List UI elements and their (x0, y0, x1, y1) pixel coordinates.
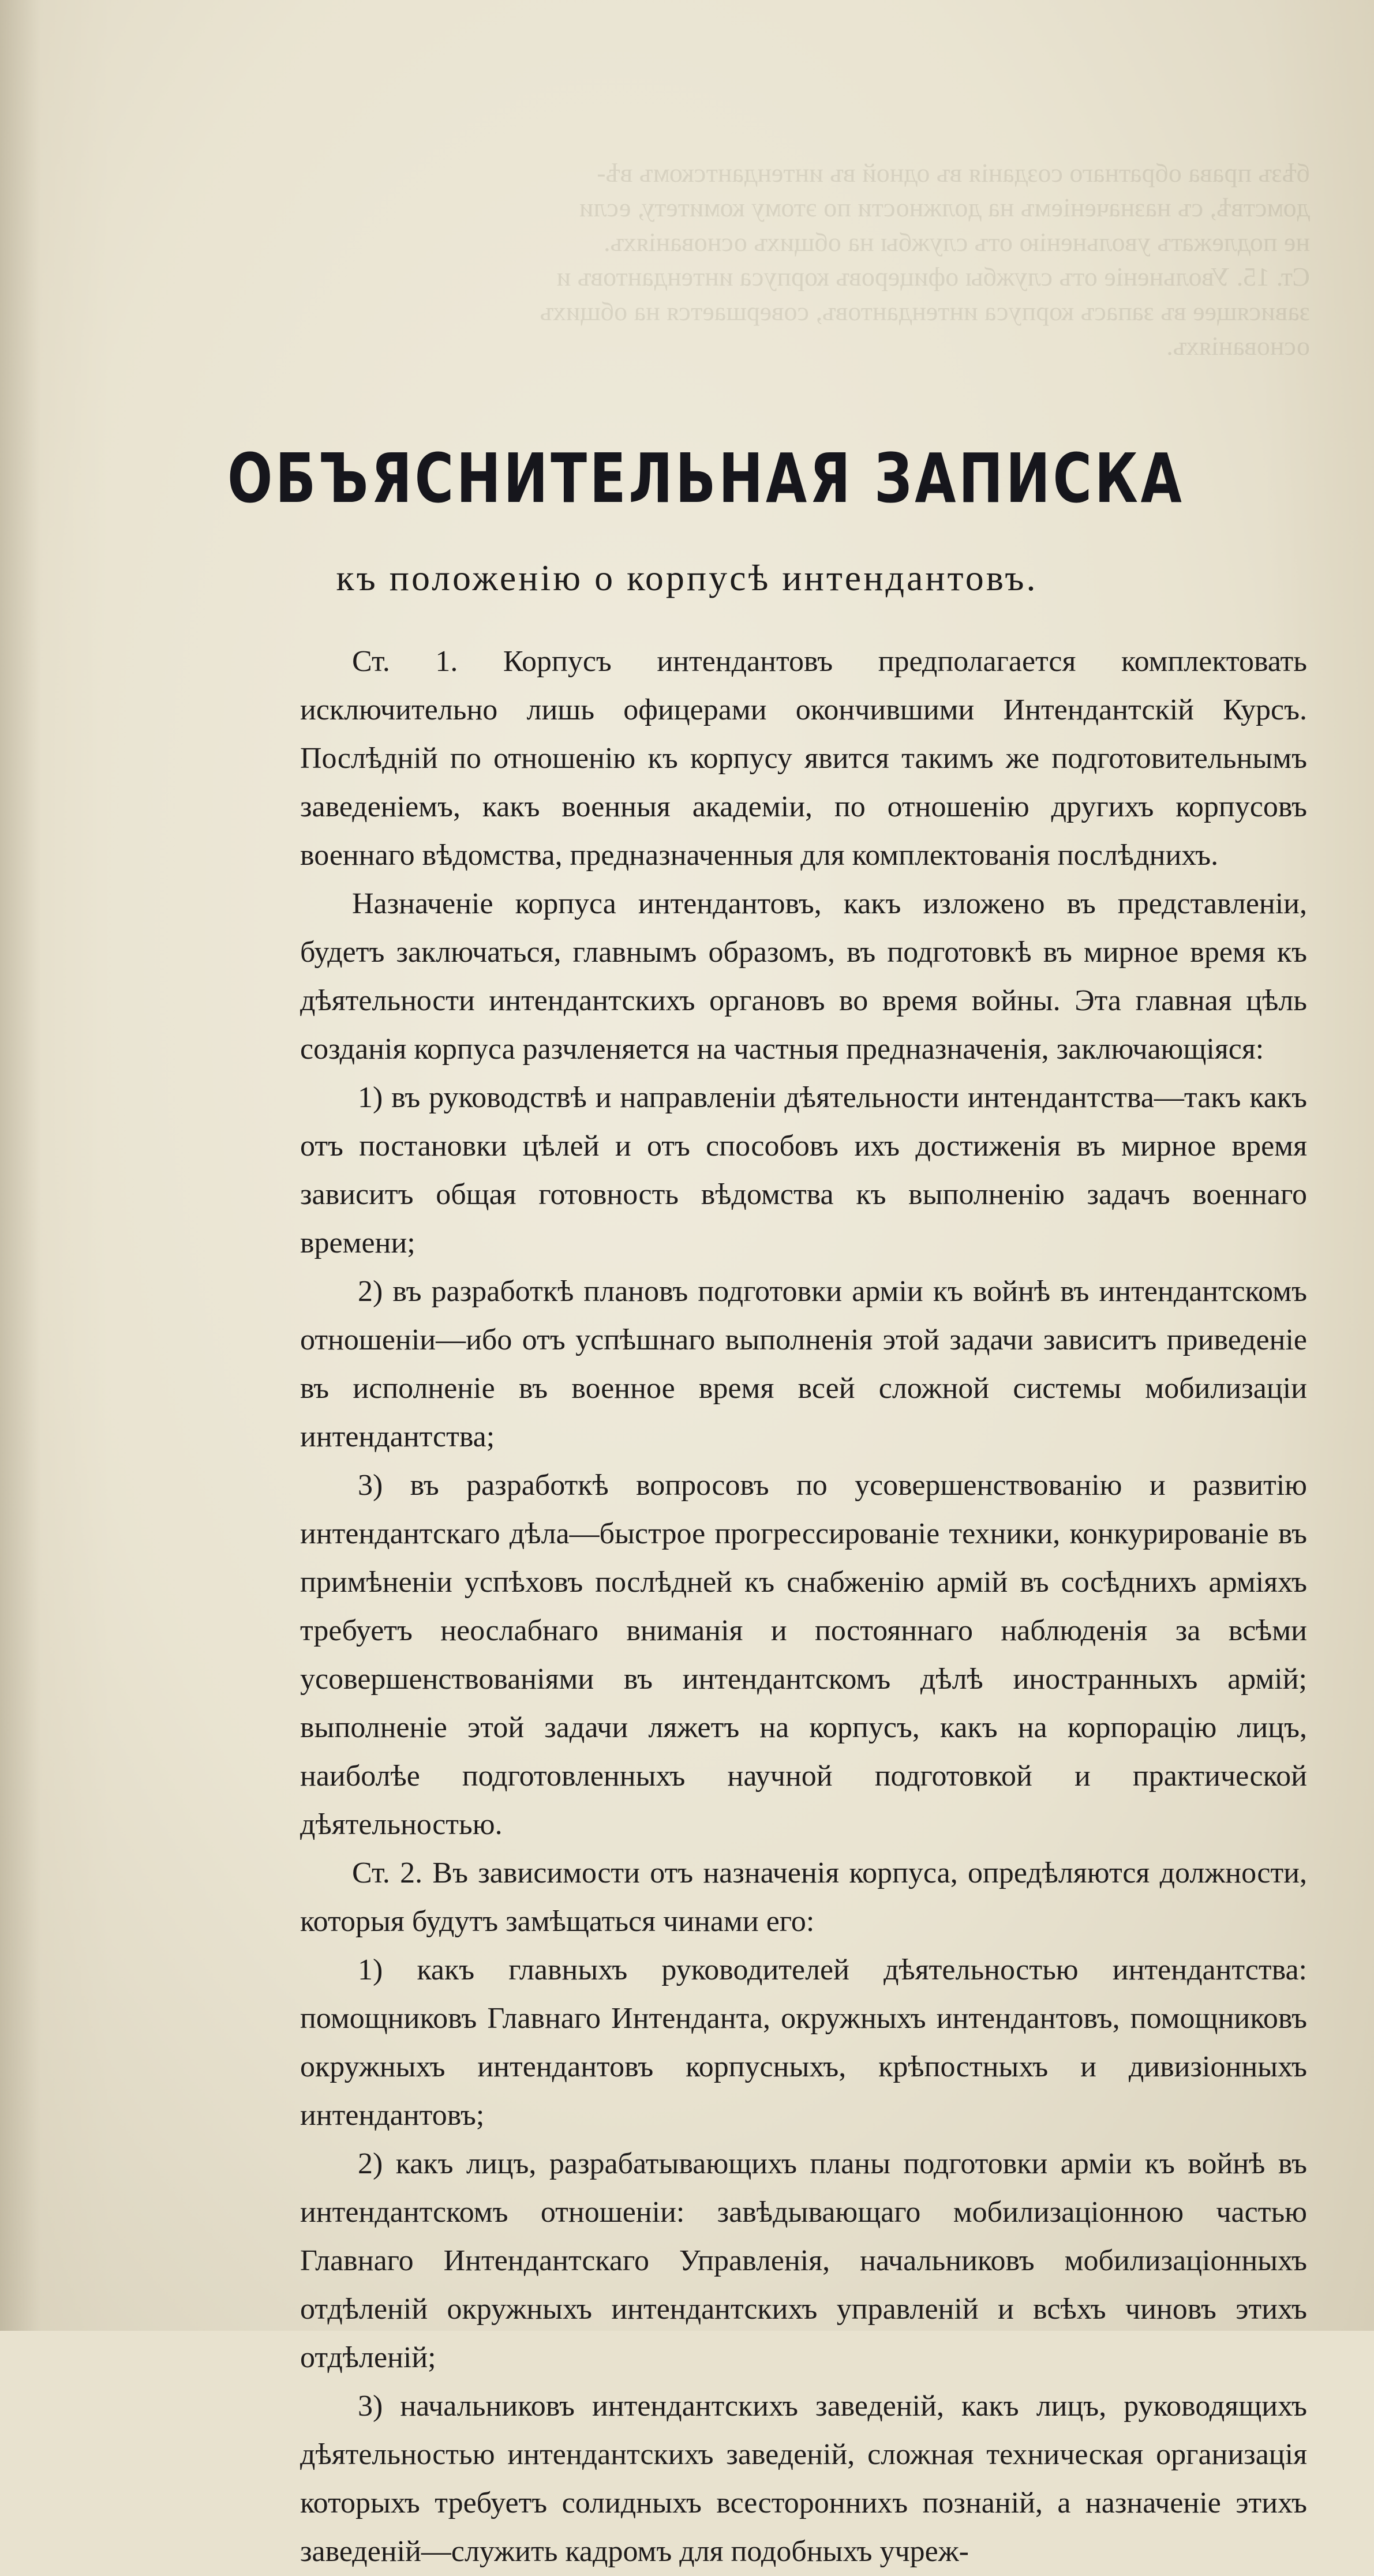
paragraph-art1: Ст. 1. Корпусъ интендантовъ предполагается комплектовать исключительно лишь офицерами окончившими Интендантскій Курсъ. Послѣдній по отношенію къ корпусу явится такимъ же подготовительнымъ заведеніемъ, какъ военныя академіи, по отношенію другихъ корпусовъ военнаго вѣдомства, предназначенныя для комплектованія послѣднихъ. (300, 645, 1307, 872)
list-item-art2-3: 3) начальниковъ интендантскихъ заведеній, какъ лицъ, руководящихъ дѣятельностью интендантскихъ заведеній, сложная техническая организація которыхъ требуетъ солидныхъ всесторонниxъ познаній, а назначеніе этихъ заведеній—служить кадромъ для подобныхъ учреж- (300, 2390, 1307, 2568)
list-item-1: 1) въ руководствѣ и направленіи дѣятельности интендантства—такъ какъ отъ постановки цѣлей и отъ способовъ ихъ достиженія въ мирное время зависитъ общая готовность вѣдомства къ выполненію задачъ военнаго времени; (300, 1081, 1307, 1259)
document-title: ОБЪЯСНИТЕЛЬНАЯ ЗАПИСКА (227, 438, 1185, 518)
body-text (300, 638, 1307, 2576)
list-item-3: 3) въ разработкѣ вопросовъ по усовершенствованію и развитію интендантскаго дѣла—быстрое прогрессированіе техники, конкурированіе въ примѣненіи успѣховъ послѣдней къ снабженію армій въ сосѣднихъ арміяхъ требуетъ неослабнаго вниманія и постояннаго наблюденія за всѣми усовершенствованіями въ интендантскомъ дѣлѣ иностранныхъ армій; выполненіе этой задачи ляжетъ на корпусъ, какъ на корпорацію лицъ, наиболѣе подготовленныхъ научной подготовкой и практической дѣятельностью. (300, 1469, 1307, 1841)
document-subtitle: къ положенію о корпусѣ интендантовъ. (336, 557, 1038, 598)
list-item-art2-2: 2) какъ лицъ, разрабатывающихъ планы подготовки арміи къ войнѣ въ интендантскомъ отношеніи: завѣдывающаго мобилизаціонною частью Главнаго Интендантскаго Управленія, начальниковъ мобилизаціонныхъ отдѣленій окружныхъ интендантскихъ управленій и всѣхъ чиновъ этихъ отдѣленій; (300, 2147, 1307, 2374)
bleed-through-text: бѣзъ права обратнаго созданія въ одной въ интендантскомъ вѣ- домствѣ, съ назначеніемъ на должности по этому комитету, если не подлежатъ увольненію отъ службы на общихъ основаніяхъ. Ст. 15. Увольненіе отъ службы офицеровъ корпуса интендантовъ и зависящее въ запасъ корпуса интендантовъ, совершается на общихъ основаніяхъ. (540, 158, 1310, 361)
list-item-2: 2) въ разработкѣ плановъ подготовки арміи къ войнѣ въ интендантскомъ отношеніи—ибо отъ успѣшнаго выполненія этой задачи зависитъ приведеніе въ исполненіе въ военное время всей сложной системы мобилизаціи интендантства; (300, 1275, 1307, 1453)
paragraph-purpose: Назначеніе корпуса интендантовъ, какъ изложено въ представленіи, будетъ заключаться, главнымъ образомъ, въ подготовкѣ въ мирное время къ дѣятельности интендантскихъ органовъ во время войны. Эта главная цѣль созданія корпуса разчленяется на частныя предназначенія, заключающіяся: (300, 887, 1307, 1066)
list-item-art2-1: 1) какъ главныхъ руководителей дѣятельностью интендантства: помощниковъ Главнаго Интенданта, окружныхъ интендантовъ, помощниковъ окружныхъ интендантовъ корпусныхъ, крѣпостныхъ и дивизіонныхъ интендантовъ; (300, 1953, 1307, 2132)
page-edge-shadow (0, 0, 40, 2331)
paragraph-art2: Ст. 2. Въ зависимости отъ назначенія корпуса, опредѣляются должности, которыя будутъ замѣщаться чинами его: (300, 1857, 1307, 1938)
